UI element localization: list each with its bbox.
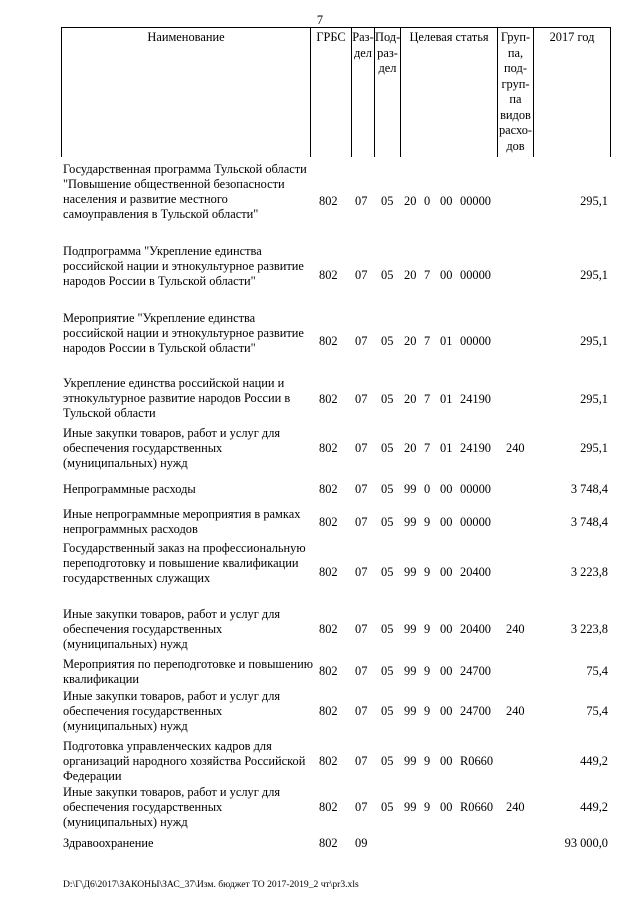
row-target-direction: 00000 <box>460 515 491 529</box>
row-target-program: 99 <box>404 704 417 718</box>
row-grbs: 802 <box>319 334 338 348</box>
row-name: Иные закупки товаров, работ и услуг для обеспечения государственных (муниципальных) нужд <box>63 785 281 829</box>
row-target-event: 00 <box>440 800 453 814</box>
row-name: Мероприятия по переподготовке и повышению квалификации <box>63 657 313 686</box>
header-grbs: ГРБС <box>316 30 346 44</box>
row-podrazdel: 05 <box>381 392 394 406</box>
row-sum: 295,1 <box>580 441 608 455</box>
row-name: Мероприятие "Укрепление единства российской нации и этнокультурное развитие народов России в Тульской области" <box>63 311 304 355</box>
row-target-program: 99 <box>404 482 417 496</box>
header-razdel: Раз- дел <box>352 30 374 60</box>
header-grbs-col <box>310 27 351 157</box>
row-target-event: 00 <box>440 268 453 282</box>
row-grbs: 802 <box>319 754 338 768</box>
row-podrazdel: 05 <box>381 482 394 496</box>
header-name: Наименование <box>147 30 225 44</box>
row-target-event: 00 <box>440 704 453 718</box>
row-sum: 75,4 <box>586 704 608 718</box>
row-sum: 75,4 <box>586 664 608 678</box>
row-sum: 3 748,4 <box>570 515 608 529</box>
row-target-program: 99 <box>404 565 417 579</box>
row-grbs: 802 <box>319 268 338 282</box>
row-razdel: 07 <box>355 392 368 406</box>
row-target-direction: 20400 <box>460 622 491 636</box>
row-razdel: 09 <box>355 836 368 850</box>
row-target-event: 00 <box>440 482 453 496</box>
row-podrazdel: 05 <box>381 565 394 579</box>
row-sum: 295,1 <box>580 334 608 348</box>
row-target-subprogram: 7 <box>424 334 431 348</box>
row-razdel: 07 <box>355 441 368 455</box>
row-razdel: 07 <box>355 565 368 579</box>
row-target-direction: 24700 <box>460 704 491 718</box>
row-target-subprogram: 7 <box>424 268 431 282</box>
row-podrazdel: 05 <box>381 334 394 348</box>
row-grbs: 802 <box>319 565 338 579</box>
row-sum: 3 223,8 <box>570 622 608 636</box>
row-target-program: 20 <box>404 334 417 348</box>
row-vid: 240 <box>506 622 525 636</box>
row-target-direction: R0660 <box>460 800 494 814</box>
row-target-subprogram: 0 <box>424 482 431 496</box>
row-grbs: 802 <box>319 800 338 814</box>
header-vid-col <box>497 27 533 157</box>
row-target-direction: 24700 <box>460 664 491 678</box>
row-grbs: 802 <box>319 194 338 208</box>
row-grbs: 802 <box>319 482 338 496</box>
row-podrazdel: 05 <box>381 441 394 455</box>
row-sum: 295,1 <box>580 194 608 208</box>
row-grbs: 802 <box>319 392 338 406</box>
header-podrazdel: Под- раз- дел <box>375 30 401 75</box>
row-target-direction: 20400 <box>460 565 491 579</box>
row-target-event: 00 <box>440 565 453 579</box>
row-name: Иные закупки товаров, работ и услуг для обеспечения государственных (муниципальных) нужд <box>63 607 281 651</box>
row-target-direction: 24190 <box>460 441 491 455</box>
row-podrazdel: 05 <box>381 800 394 814</box>
row-podrazdel: 05 <box>381 515 394 529</box>
row-podrazdel: 05 <box>381 622 394 636</box>
row-name: Укрепление единства российской нации и этнокультурное развитие народов России в Тульской области <box>63 376 291 420</box>
row-razdel: 07 <box>355 800 368 814</box>
row-target-event: 01 <box>440 392 453 406</box>
row-name: Государственный заказ на профессиональную переподготовку и повышение квалификации государственных служащих <box>63 541 306 585</box>
header-year: 2017 год <box>549 30 595 44</box>
row-target-direction: 00000 <box>460 194 491 208</box>
row-target-subprogram: 9 <box>424 664 431 678</box>
row-target-subprogram: 9 <box>424 565 431 579</box>
row-name: Иные закупки товаров, работ и услуг для обеспечения государственных (муниципальных) нужд <box>63 426 281 470</box>
row-razdel: 07 <box>355 194 368 208</box>
row-razdel: 07 <box>355 664 368 678</box>
row-grbs: 802 <box>319 622 338 636</box>
row-target-subprogram: 7 <box>424 392 431 406</box>
row-target-program: 99 <box>404 800 417 814</box>
row-target-program: 99 <box>404 754 417 768</box>
row-grbs: 802 <box>319 515 338 529</box>
row-sum: 295,1 <box>580 392 608 406</box>
row-grbs: 802 <box>319 441 338 455</box>
row-target-direction: 24190 <box>460 392 491 406</box>
row-name: Иные закупки товаров, работ и услуг для обеспечения государственных (муниципальных) нужд <box>63 689 281 733</box>
row-name: Подпрограмма "Укрепление единства российской нации и этнокультурное развитие народов России в Тульской области" <box>63 244 304 288</box>
header-year-col <box>533 27 611 157</box>
row-sum: 3 223,8 <box>570 565 608 579</box>
row-sum: 93 000,0 <box>564 836 608 850</box>
row-target-subprogram: 9 <box>424 704 431 718</box>
row-target-event: 01 <box>440 441 453 455</box>
header-razdel-col <box>351 27 374 157</box>
row-razdel: 07 <box>355 622 368 636</box>
row-name: Здравоохранение <box>63 836 154 850</box>
page-number: 7 <box>316 13 324 27</box>
row-target-subprogram: 9 <box>424 622 431 636</box>
row-target-direction: 00000 <box>460 334 491 348</box>
row-target-event: 00 <box>440 664 453 678</box>
row-name: Непрограммные расходы <box>63 482 196 496</box>
row-target-program: 99 <box>404 664 417 678</box>
header-vid: Груп- па, под- груп- па видов расхо- дов <box>498 30 533 153</box>
row-razdel: 07 <box>355 334 368 348</box>
row-razdel: 07 <box>355 515 368 529</box>
row-podrazdel: 05 <box>381 704 394 718</box>
row-sum: 3 748,4 <box>570 482 608 496</box>
row-target-program: 20 <box>404 194 417 208</box>
row-target-subprogram: 9 <box>424 754 431 768</box>
row-target-direction: 00000 <box>460 482 491 496</box>
row-target-subprogram: 9 <box>424 800 431 814</box>
header-podrazdel-col <box>374 27 400 157</box>
row-razdel: 07 <box>355 704 368 718</box>
row-target-event: 00 <box>440 622 453 636</box>
row-target-subprogram: 0 <box>424 194 431 208</box>
row-target-direction: R0660 <box>460 754 494 768</box>
header-name-col <box>61 27 310 157</box>
row-target-subprogram: 7 <box>424 441 431 455</box>
row-target-subprogram: 9 <box>424 515 431 529</box>
row-vid: 240 <box>506 441 525 455</box>
row-target-program: 20 <box>404 392 417 406</box>
row-podrazdel: 05 <box>381 664 394 678</box>
header-target-col <box>400 27 497 157</box>
row-target-event: 00 <box>440 515 453 529</box>
row-grbs: 802 <box>319 704 338 718</box>
row-target-event: 00 <box>440 194 453 208</box>
row-target-program: 99 <box>404 515 417 529</box>
row-sum: 295,1 <box>580 268 608 282</box>
row-razdel: 07 <box>355 754 368 768</box>
row-grbs: 802 <box>319 836 338 850</box>
row-sum: 449,2 <box>580 800 608 814</box>
row-name: Подготовка управленческих кадров для организаций народного хозяйства Российской Федерации <box>63 739 306 783</box>
row-podrazdel: 05 <box>381 194 394 208</box>
row-razdel: 07 <box>355 268 368 282</box>
row-razdel: 07 <box>355 482 368 496</box>
row-target-program: 20 <box>404 268 417 282</box>
row-vid: 240 <box>506 704 525 718</box>
row-grbs: 802 <box>319 664 338 678</box>
row-target-direction: 00000 <box>460 268 491 282</box>
row-target-program: 99 <box>404 622 417 636</box>
file-path-footer: D:\Г\Д6\2017\ЗАКОНЫ\ЗАС_37\Изм. бюджет ТО 2017-2019_2 чт\pr3.xls <box>63 879 359 890</box>
row-target-event: 01 <box>440 334 453 348</box>
header-target: Целевая статья <box>409 30 489 44</box>
row-podrazdel: 05 <box>381 754 394 768</box>
row-sum: 449,2 <box>580 754 608 768</box>
row-vid: 240 <box>506 800 525 814</box>
row-name: Государственная программа Тульской области "Повышение общественной безопасности населения и развитие местного самоуправления в Тульской области" <box>63 162 307 221</box>
row-target-event: 00 <box>440 754 453 768</box>
row-target-program: 20 <box>404 441 417 455</box>
row-podrazdel: 05 <box>381 268 394 282</box>
row-name: Иные непрограммные мероприятия в рамках непрограммных расходов <box>63 507 301 536</box>
